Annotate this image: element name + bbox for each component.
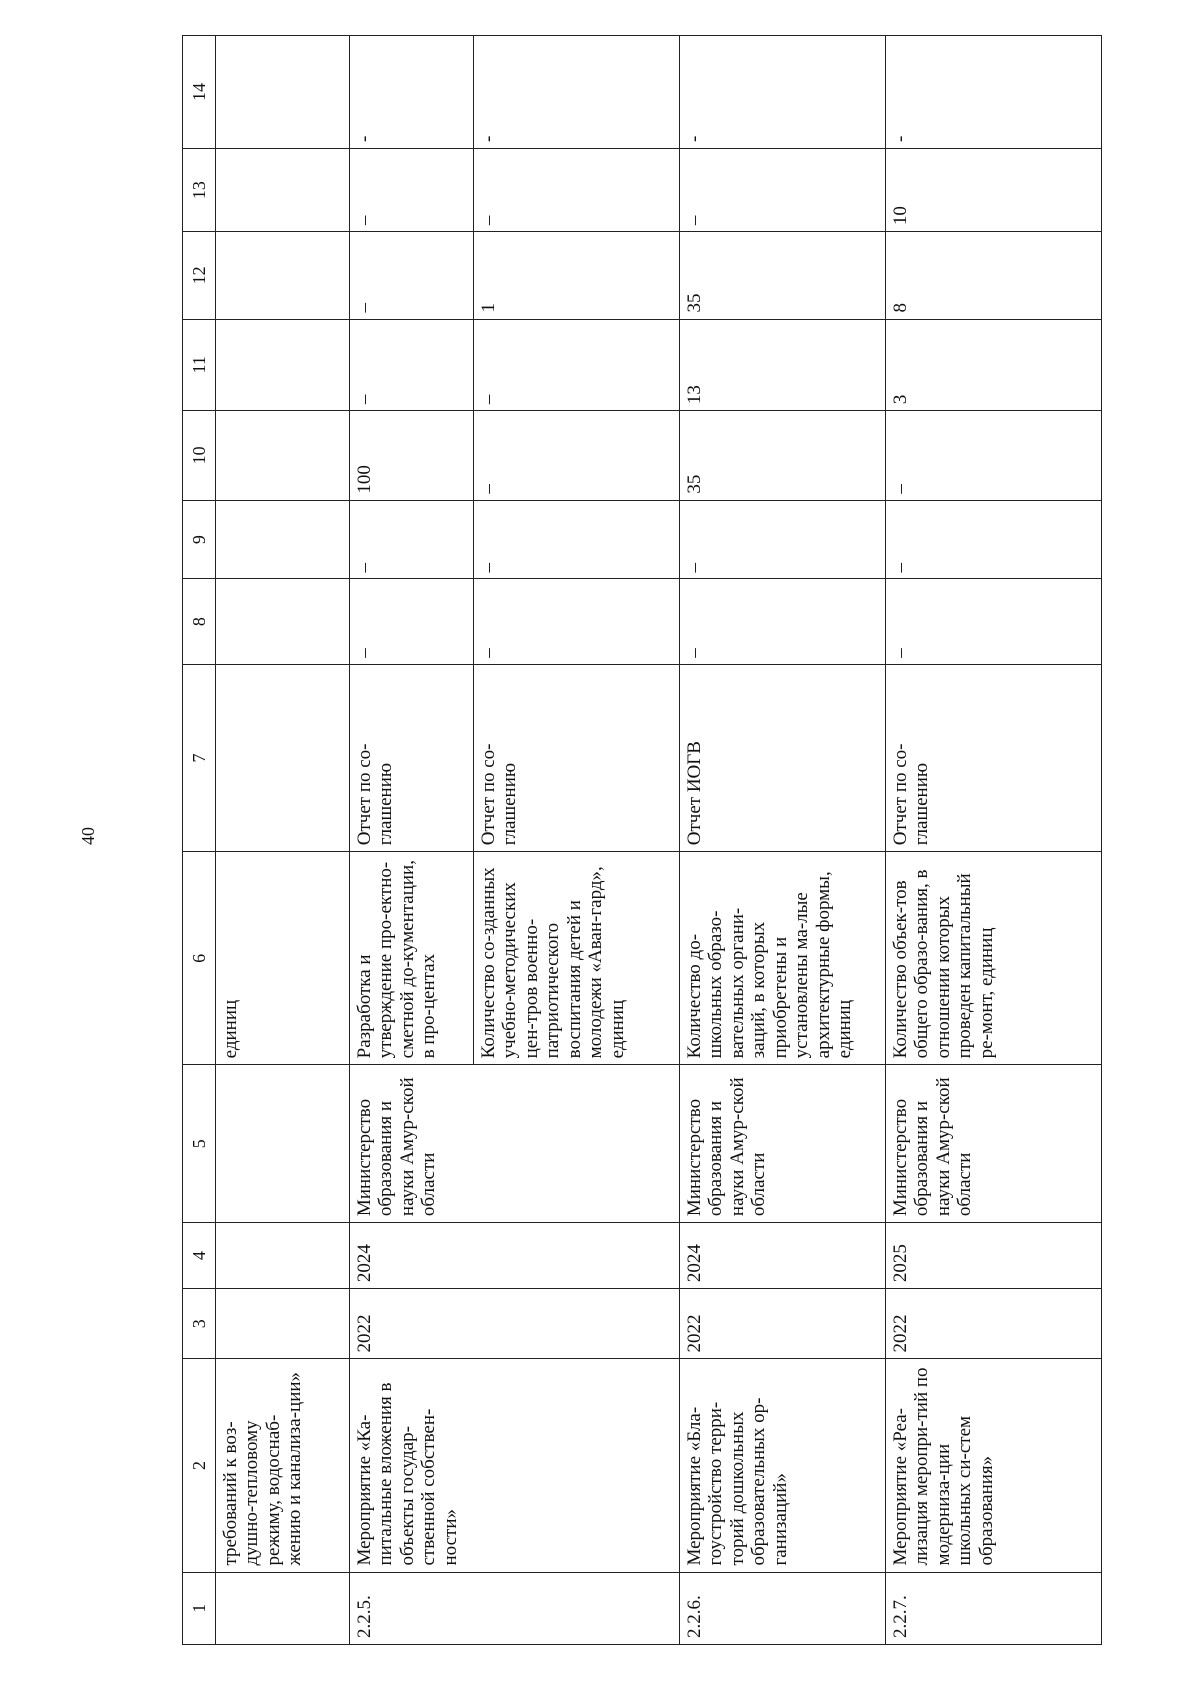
column-number: 3: [183, 1289, 216, 1359]
value-cell: -: [350, 36, 474, 149]
value-cell: 1: [474, 232, 680, 319]
column-number: 10: [183, 411, 216, 501]
column-number: 5: [183, 1065, 216, 1223]
value-cell: [216, 319, 350, 411]
value-cell: 35: [680, 411, 886, 501]
source: Отчет по со-глашению: [350, 664, 474, 852]
source: Отчет по со-глашению: [886, 664, 1102, 852]
value-cell: 10: [886, 149, 1102, 232]
value-cell: 8: [886, 232, 1102, 319]
indicator: Количество объек-тов общего образо-вания, в отношении которых проведен капитальный ре-монт, единиц: [886, 852, 1102, 1065]
end-year: 2024: [350, 1223, 680, 1289]
value-cell: 100: [350, 411, 474, 501]
value-cell: [216, 36, 350, 149]
value-cell: [216, 411, 350, 501]
measure-name: Мероприятие «Реа-лизация меропри-тий по модерниза-ции школьных си-стем образования»: [886, 1359, 1102, 1572]
value-cell: –: [680, 579, 886, 664]
value-cell: 13: [680, 319, 886, 411]
value-cell: –: [350, 319, 474, 411]
end-year: [216, 1223, 350, 1289]
value-cell: –: [886, 500, 1102, 579]
responsible: Министерство образования и науки Амур-ской области: [680, 1065, 886, 1223]
row-id: 2.2.5.: [350, 1572, 680, 1644]
table-row: [350, 36, 474, 1645]
value-cell: [216, 579, 350, 664]
start-year: 2022: [350, 1289, 680, 1359]
measure-name: требований к воз-душно-тепловому режиму, водоснаб-жению и канализа-ции»: [216, 1359, 350, 1572]
value-cell: –: [474, 411, 680, 501]
value-cell: –: [886, 411, 1102, 501]
page-number: 40: [78, 827, 98, 845]
value-cell: –: [680, 500, 886, 579]
value-cell: –: [680, 149, 886, 232]
value-cell: [216, 149, 350, 232]
responsible: Министерство образования и науки Амур-ской области: [350, 1065, 680, 1223]
measure-name: Мероприятие «Ка-питальные вложения в объекты государ-ственной собствен-ности»: [350, 1359, 680, 1572]
start-year: 2022: [886, 1289, 1102, 1359]
column-number: 6: [183, 852, 216, 1065]
column-number: 7: [183, 664, 216, 852]
indicator: Разработка и утверждение про-ектно-сметной до-кументации, в про-центах: [350, 852, 474, 1065]
indicator: Количество со-зданных учебно-методических цен-тров военно-патриотического воспитания детей и молодежи «Аван-гард», единиц: [474, 852, 680, 1065]
value-cell: –: [474, 149, 680, 232]
table-row: [680, 36, 886, 1645]
column-number: 8: [183, 579, 216, 664]
value-cell: –: [350, 500, 474, 579]
column-number-row: [183, 36, 216, 1645]
value-cell: [216, 232, 350, 319]
measures-table: [182, 35, 1102, 1645]
column-number: 12: [183, 232, 216, 319]
table-row: [216, 36, 350, 1645]
column-number: 13: [183, 149, 216, 232]
value-cell: 3: [886, 319, 1102, 411]
end-year: 2024: [680, 1223, 886, 1289]
measures-table-wrapper: [182, 35, 1102, 1645]
source: Отчет ИОГВ: [680, 664, 886, 852]
table-row: [886, 36, 1102, 1645]
value-cell: –: [474, 319, 680, 411]
column-number: 14: [183, 36, 216, 149]
value-cell: –: [350, 232, 474, 319]
value-cell: –: [474, 500, 680, 579]
value-cell: –: [350, 579, 474, 664]
value-cell: -: [886, 36, 1102, 149]
column-number: 1: [183, 1572, 216, 1644]
row-id: [216, 1572, 350, 1644]
end-year: 2025: [886, 1223, 1102, 1289]
measure-name: Мероприятие «Бла-гоустройство терри-торий дошкольных образовательных ор-ганизаций»: [680, 1359, 886, 1572]
value-cell: 35: [680, 232, 886, 319]
row-id: 2.2.6.: [680, 1572, 886, 1644]
value-cell: -: [474, 36, 680, 149]
source: [216, 664, 350, 852]
start-year: [216, 1289, 350, 1359]
value-cell: [216, 500, 350, 579]
column-number: 9: [183, 500, 216, 579]
column-number: 2: [183, 1359, 216, 1572]
value-cell: –: [886, 579, 1102, 664]
responsible: Министерство образования и науки Амур-ской области: [886, 1065, 1102, 1223]
value-cell: –: [474, 579, 680, 664]
column-number: 11: [183, 319, 216, 411]
row-id: 2.2.7.: [886, 1572, 1102, 1644]
indicator: Количество до-школьных образо-вательных органи-заций, в которых приобретены и установлены ма-лые архитектурные формы, единиц: [680, 852, 886, 1065]
column-number: 4: [183, 1223, 216, 1289]
source: Отчет по со-глашению: [474, 664, 680, 852]
value-cell: -: [680, 36, 886, 149]
responsible: [216, 1065, 350, 1223]
start-year: 2022: [680, 1289, 886, 1359]
value-cell: –: [350, 149, 474, 232]
indicator: единиц: [216, 852, 350, 1065]
